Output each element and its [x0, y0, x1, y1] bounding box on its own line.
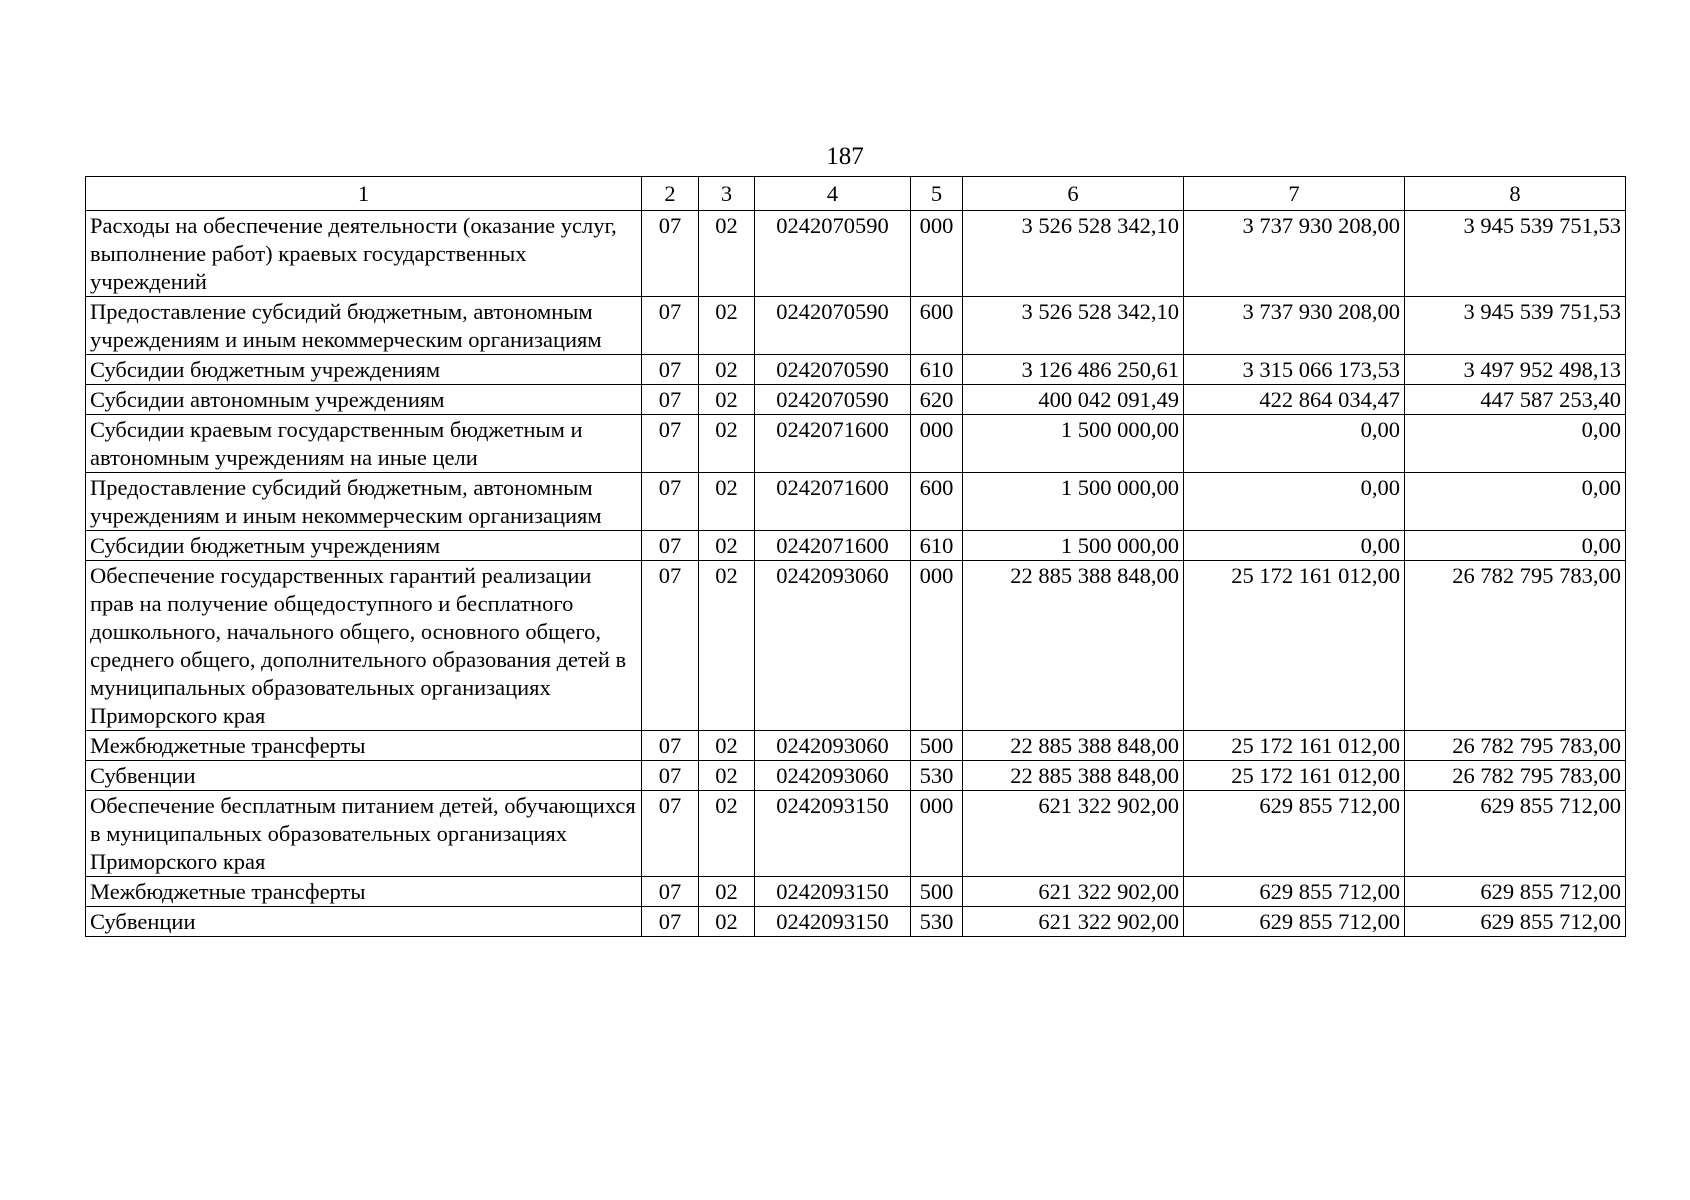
- amount-col8: 629 855 712,00: [1405, 791, 1626, 877]
- column-header: 7: [1184, 177, 1405, 211]
- amount-col6: 3 126 486 250,61: [963, 355, 1184, 385]
- expense-type-code: 530: [911, 761, 963, 791]
- amount-col7: 629 855 712,00: [1184, 907, 1405, 937]
- table-row: [86, 561, 1626, 731]
- amount-col7: 25 172 161 012,00: [1184, 731, 1405, 761]
- target-article-code: 0242093060: [755, 761, 911, 791]
- subsection-code: 02: [699, 791, 755, 877]
- amount-col6: 621 322 902,00: [963, 907, 1184, 937]
- section-code: 07: [642, 211, 699, 297]
- amount-col6: 621 322 902,00: [963, 877, 1184, 907]
- table-row: [86, 731, 1626, 761]
- amount-col7: 3 315 066 173,53: [1184, 355, 1405, 385]
- column-header: 5: [911, 177, 963, 211]
- section-code: 07: [642, 761, 699, 791]
- expense-type-code: 000: [911, 791, 963, 877]
- amount-col6: 22 885 388 848,00: [963, 761, 1184, 791]
- section-code: 07: [642, 415, 699, 473]
- amount-col8: 3 497 952 498,13: [1405, 355, 1626, 385]
- row-name: Расходы на обеспечение деятельности (оказание услуг, выполнение работ) краевых государственных учреждений: [86, 211, 642, 297]
- expense-type-code: 000: [911, 415, 963, 473]
- amount-col7: 25 172 161 012,00: [1184, 761, 1405, 791]
- table-row: [86, 211, 1626, 297]
- target-article-code: 0242071600: [755, 473, 911, 531]
- amount-col7: 0,00: [1184, 531, 1405, 561]
- amount-col6: 22 885 388 848,00: [963, 561, 1184, 731]
- expense-type-code: 600: [911, 297, 963, 355]
- subsection-code: 02: [699, 211, 755, 297]
- section-code: 07: [642, 791, 699, 877]
- table-row: [86, 761, 1626, 791]
- amount-col8: 26 782 795 783,00: [1405, 731, 1626, 761]
- target-article-code: 0242071600: [755, 531, 911, 561]
- amount-col6: 3 526 528 342,10: [963, 297, 1184, 355]
- row-name: Субвенции: [86, 907, 642, 937]
- amount-col8: 3 945 539 751,53: [1405, 211, 1626, 297]
- row-name: Субсидии бюджетным учреждениям: [86, 531, 642, 561]
- amount-col8: 26 782 795 783,00: [1405, 761, 1626, 791]
- row-name: Обеспечение бесплатным питанием детей, обучающихся в муниципальных образовательных организациях Приморского края: [86, 791, 642, 877]
- table-row: [86, 473, 1626, 531]
- column-header: 4: [755, 177, 911, 211]
- amount-col6: 400 042 091,49: [963, 385, 1184, 415]
- column-header: 2: [642, 177, 699, 211]
- amount-col7: 0,00: [1184, 473, 1405, 531]
- header-row: [86, 177, 1626, 211]
- subsection-code: 02: [699, 907, 755, 937]
- amount-col6: 22 885 388 848,00: [963, 731, 1184, 761]
- row-name: Субсидии краевым государственным бюджетным и автономным учреждениям на иные цели: [86, 415, 642, 473]
- table-row: [86, 355, 1626, 385]
- column-header: 3: [699, 177, 755, 211]
- target-article-code: 0242070590: [755, 385, 911, 415]
- table-row: [86, 877, 1626, 907]
- row-name: Предоставление субсидий бюджетным, автономным учреждениям и иным некоммерческим организациям: [86, 473, 642, 531]
- amount-col7: 0,00: [1184, 415, 1405, 473]
- subsection-code: 02: [699, 561, 755, 731]
- page-number: 187: [826, 143, 864, 170]
- section-code: 07: [642, 385, 699, 415]
- amount-col8: 3 945 539 751,53: [1405, 297, 1626, 355]
- table-row: [86, 385, 1626, 415]
- amount-col6: 621 322 902,00: [963, 791, 1184, 877]
- expense-type-code: 530: [911, 907, 963, 937]
- row-name: Предоставление субсидий бюджетным, автономным учреждениям и иным некоммерческим организациям: [86, 297, 642, 355]
- amount-col7: 25 172 161 012,00: [1184, 561, 1405, 731]
- table-row: [86, 297, 1626, 355]
- amount-col8: 629 855 712,00: [1405, 877, 1626, 907]
- subsection-code: 02: [699, 473, 755, 531]
- target-article-code: 0242093060: [755, 731, 911, 761]
- amount-col7: 422 864 034,47: [1184, 385, 1405, 415]
- subsection-code: 02: [699, 731, 755, 761]
- column-header: 6: [963, 177, 1184, 211]
- expense-type-code: 610: [911, 355, 963, 385]
- target-article-code: 0242093150: [755, 791, 911, 877]
- amount-col8: 26 782 795 783,00: [1405, 561, 1626, 731]
- target-article-code: 0242070590: [755, 355, 911, 385]
- row-name: Межбюджетные трансферты: [86, 877, 642, 907]
- target-article-code: 0242093060: [755, 561, 911, 731]
- table-row: [86, 531, 1626, 561]
- target-article-code: 0242093150: [755, 907, 911, 937]
- expense-type-code: 500: [911, 731, 963, 761]
- table-row: [86, 791, 1626, 877]
- amount-col8: 447 587 253,40: [1405, 385, 1626, 415]
- amount-col7: 3 737 930 208,00: [1184, 211, 1405, 297]
- expense-type-code: 600: [911, 473, 963, 531]
- table-row: [86, 907, 1626, 937]
- amount-col7: 629 855 712,00: [1184, 877, 1405, 907]
- subsection-code: 02: [699, 385, 755, 415]
- section-code: 07: [642, 355, 699, 385]
- amount-col8: 0,00: [1405, 531, 1626, 561]
- section-code: 07: [642, 877, 699, 907]
- table-row: [86, 415, 1626, 473]
- column-header: 8: [1405, 177, 1626, 211]
- subsection-code: 02: [699, 415, 755, 473]
- target-article-code: 0242070590: [755, 211, 911, 297]
- amount-col7: 629 855 712,00: [1184, 791, 1405, 877]
- subsection-code: 02: [699, 877, 755, 907]
- amount-col8: 629 855 712,00: [1405, 907, 1626, 937]
- row-name: Обеспечение государственных гарантий реализации прав на получение общедоступного и бесплатного дошкольного, начального общего, основного общего, среднего общего, дополнительного образования детей в муниципальных образовательных организациях Приморского края: [86, 561, 642, 731]
- amount-col6: 3 526 528 342,10: [963, 211, 1184, 297]
- expense-type-code: 500: [911, 877, 963, 907]
- expense-type-code: 610: [911, 531, 963, 561]
- column-header: 1: [86, 177, 642, 211]
- amount-col6: 1 500 000,00: [963, 473, 1184, 531]
- amount-col8: 0,00: [1405, 415, 1626, 473]
- subsection-code: 02: [699, 761, 755, 791]
- budget-table: [85, 176, 1626, 937]
- target-article-code: 0242070590: [755, 297, 911, 355]
- section-code: 07: [642, 907, 699, 937]
- target-article-code: 0242071600: [755, 415, 911, 473]
- row-name: Субсидии автономным учреждениям: [86, 385, 642, 415]
- expense-type-code: 620: [911, 385, 963, 415]
- section-code: 07: [642, 561, 699, 731]
- row-name: Субсидии бюджетным учреждениям: [86, 355, 642, 385]
- amount-col6: 1 500 000,00: [963, 531, 1184, 561]
- row-name: Межбюджетные трансферты: [86, 731, 642, 761]
- subsection-code: 02: [699, 355, 755, 385]
- subsection-code: 02: [699, 531, 755, 561]
- subsection-code: 02: [699, 297, 755, 355]
- row-name: Субвенции: [86, 761, 642, 791]
- amount-col7: 3 737 930 208,00: [1184, 297, 1405, 355]
- section-code: 07: [642, 531, 699, 561]
- section-code: 07: [642, 473, 699, 531]
- target-article-code: 0242093150: [755, 877, 911, 907]
- section-code: 07: [642, 297, 699, 355]
- section-code: 07: [642, 731, 699, 761]
- amount-col8: 0,00: [1405, 473, 1626, 531]
- amount-col6: 1 500 000,00: [963, 415, 1184, 473]
- expense-type-code: 000: [911, 561, 963, 731]
- expense-type-code: 000: [911, 211, 963, 297]
